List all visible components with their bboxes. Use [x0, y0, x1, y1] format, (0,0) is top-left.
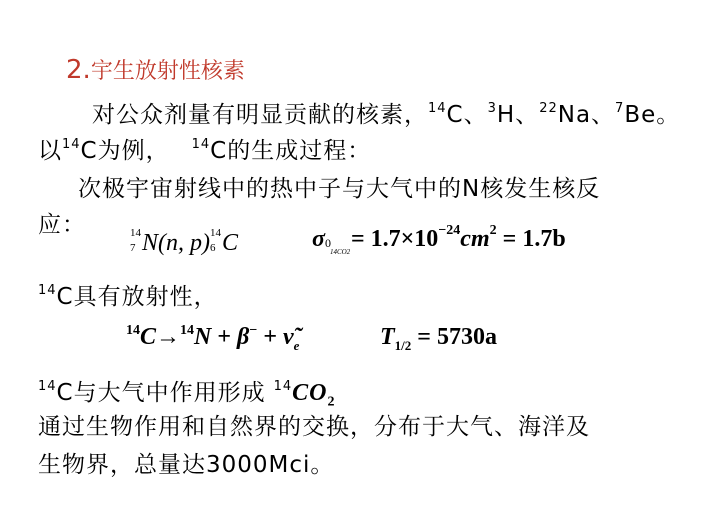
plus-2: +	[263, 324, 278, 350]
c-symbol: C	[222, 230, 239, 256]
n-atomic-number: 7	[130, 242, 136, 254]
cross-section-unit: cm	[460, 226, 490, 252]
sigma-sub-co2	[330, 248, 350, 256]
half-life-value: 5730a	[436, 324, 497, 350]
sigma-subscript	[325, 232, 351, 256]
n-symbol: N	[142, 230, 159, 256]
n-prescript	[130, 228, 142, 254]
half-life-symbol: T	[380, 324, 395, 350]
reaction-desc-line1: 次极宇宙射线中的热中子与大气中的N核发生核反	[78, 176, 601, 202]
antineutrino-symbol: ν̃	[283, 324, 294, 350]
decay-arrow: →	[156, 324, 181, 350]
sigma-sub-two: 2	[346, 248, 351, 256]
section-number: 2.	[66, 55, 91, 85]
example-rest: C的生成过程：	[210, 138, 372, 164]
sigma-sub-zero: 0	[324, 236, 331, 250]
c14-mass: 14	[428, 101, 447, 116]
co2-mass: 14	[273, 379, 293, 394]
decay-n-mass: 14	[180, 323, 195, 338]
beta-symbol: β	[237, 324, 250, 350]
cross-section-exponent: −24	[438, 223, 461, 238]
example-mass: 14	[62, 137, 81, 152]
cross-section-equation	[312, 223, 566, 256]
distribution-line1: 通过生物作用和自然界的交换，分布于大气、海洋及	[38, 414, 590, 440]
equals-2: =	[502, 226, 517, 252]
cross-section-barn: 1.7b	[522, 226, 566, 252]
c-atomic-number: 6	[210, 242, 216, 254]
c-prescript	[210, 228, 222, 254]
half-life-subscript: 1/2	[394, 337, 412, 353]
half-life-equation	[380, 324, 497, 354]
na22-mass: 22	[539, 101, 558, 116]
be7-mass: 7	[615, 101, 625, 116]
decay-n-symbol: N	[194, 324, 212, 350]
antineutrino-subscript: e	[293, 337, 300, 353]
co2-line-mass: 14	[38, 379, 57, 394]
co2-formation-line	[38, 374, 336, 411]
example-mass-2: 14	[191, 137, 211, 152]
h3-mass: 3	[487, 101, 497, 116]
half-life-equals: =	[417, 324, 431, 350]
h3-symbol: H、	[496, 102, 540, 128]
section-title: 宇生放射性核素	[90, 59, 245, 84]
radioactive-text: C具有放射性，	[56, 284, 218, 310]
nuclide-intro-text: 对公众剂量有明显贡献的核素，	[92, 102, 428, 128]
n-mass: 14	[130, 227, 141, 239]
plus-1: +	[217, 324, 232, 350]
example-line	[38, 132, 371, 165]
decay-equation	[126, 324, 299, 354]
example-symbol: C为例，	[80, 138, 170, 164]
reaction-desc-line2: 应：	[38, 212, 86, 238]
distribution-line2: 生物界，总量达3000Mci。	[38, 452, 335, 478]
c14-symbol: C、	[446, 102, 488, 128]
section-heading	[66, 54, 245, 85]
decay-c-symbol: C	[140, 324, 157, 350]
radioactive-mass: 14	[38, 283, 57, 298]
beta-charge: −	[249, 323, 258, 338]
equals-1: =	[350, 226, 365, 252]
c-mass: 14	[210, 227, 221, 239]
nuclide-list-line	[92, 96, 680, 129]
radioactive-line	[38, 278, 218, 311]
example-prefix: 以	[38, 138, 62, 164]
co2-subscript: 2	[327, 394, 336, 410]
nuclear-reaction-equation	[130, 228, 238, 257]
na22-symbol: Na、	[557, 102, 616, 128]
cross-section-value: 1.7×10	[370, 226, 439, 252]
sigma-sub-co: 14CO	[329, 248, 347, 256]
co2-line-text: C与大气中作用形成	[56, 380, 266, 406]
sigma-symbol: σ	[312, 226, 325, 252]
unit-exponent: 2	[489, 223, 497, 238]
be7-symbol: Be。	[624, 102, 681, 128]
co2-formula: CO	[292, 380, 328, 406]
decay-c-mass: 14	[126, 323, 140, 338]
reaction-args: (n, p)	[158, 230, 210, 256]
